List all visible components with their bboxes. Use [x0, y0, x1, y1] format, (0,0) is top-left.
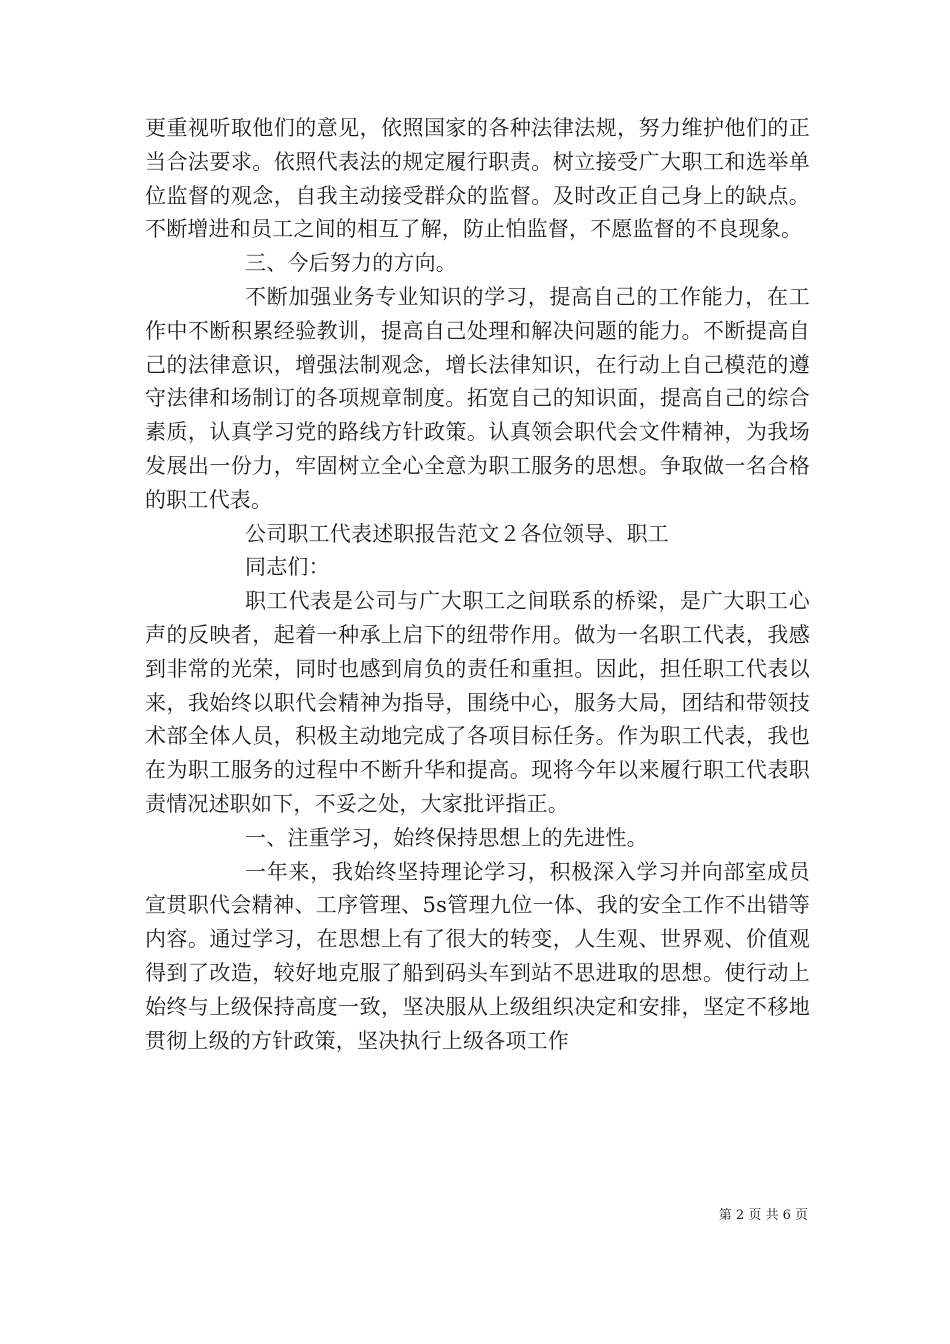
section-heading: 三、今后努力的方向。 — [245, 251, 457, 276]
paragraph: 更重视听取他们的意见，依照国家的各种法律法规，努力维护他们的正当合法要求。依照代表法的规定履行职责。树立接受广大职工和选举单位监督的观念，自我主动接受群众的监督。及时改正自己身上的缺点。不断增进和员工之间的相互了解，防止怕监督，不愿监督的不良现象。 — [145, 116, 810, 242]
salutation: 同志们： — [245, 555, 330, 580]
page-number: 第 2 页 共 6 页 — [718, 1208, 808, 1223]
section-heading: 一、注重学习，始终保持思想上的先进性。 — [245, 825, 648, 850]
document-body — [145, 112, 810, 1058]
paragraph: 一年来，我始终坚持理论学习，积极深入学习并向部室成员宣贯职代会精神、工序管理、5s管理九位一体、我的安全工作不出错等内容。通过学习，在思想上有了很大的转变，人生观、世界观、价值观得到了改造，较好地克服了船到码头车到站不思进取的思想。使行动上始终与上级保持高度一致，坚决服从上级组织决定和安排，坚定不移地贯彻上级的方针政策，坚决执行上级各项工作 — [145, 859, 810, 1053]
paragraph: 职工代表是公司与广大职工之间联系的桥梁，是广大职工心声的反映者，起着一种承上启下的纽带作用。做为一名职工代表，我感到非常的光荣，同时也感到肩负的责任和重担。因此，担任职工代表以来，我始终以职代会精神为指导，围绕中心，服务大局，团结和带领技术部全体人员，积极主动地完成了各项目标任务。作为职工代表，我也在为职工服务的过程中不断升华和提高。现将今年以来履行职工代表职责情况述职如下，不妥之处，大家批评指正。 — [145, 589, 810, 816]
report-title-line: 公司职工代表述职报告范文２各位领导、职工 — [245, 521, 669, 546]
paragraph: 不断加强业务专业知识的学习，提高自己的工作能力，在工作中不断积累经验教训，提高自己处理和解决问题的能力。不断提高自己的法律意识，增强法制观念，增长法律知识，在行动上自己模范的遵守法律和场制订的各项规章制度。拓宽自己的知识面，提高自己的综合素质，认真学习党的路线方针政策。认真领会职代会文件精神，为我场发展出一份力，牢固树立全心全意为职工服务的思想。争取做一名合格的职工代表。 — [145, 284, 810, 512]
